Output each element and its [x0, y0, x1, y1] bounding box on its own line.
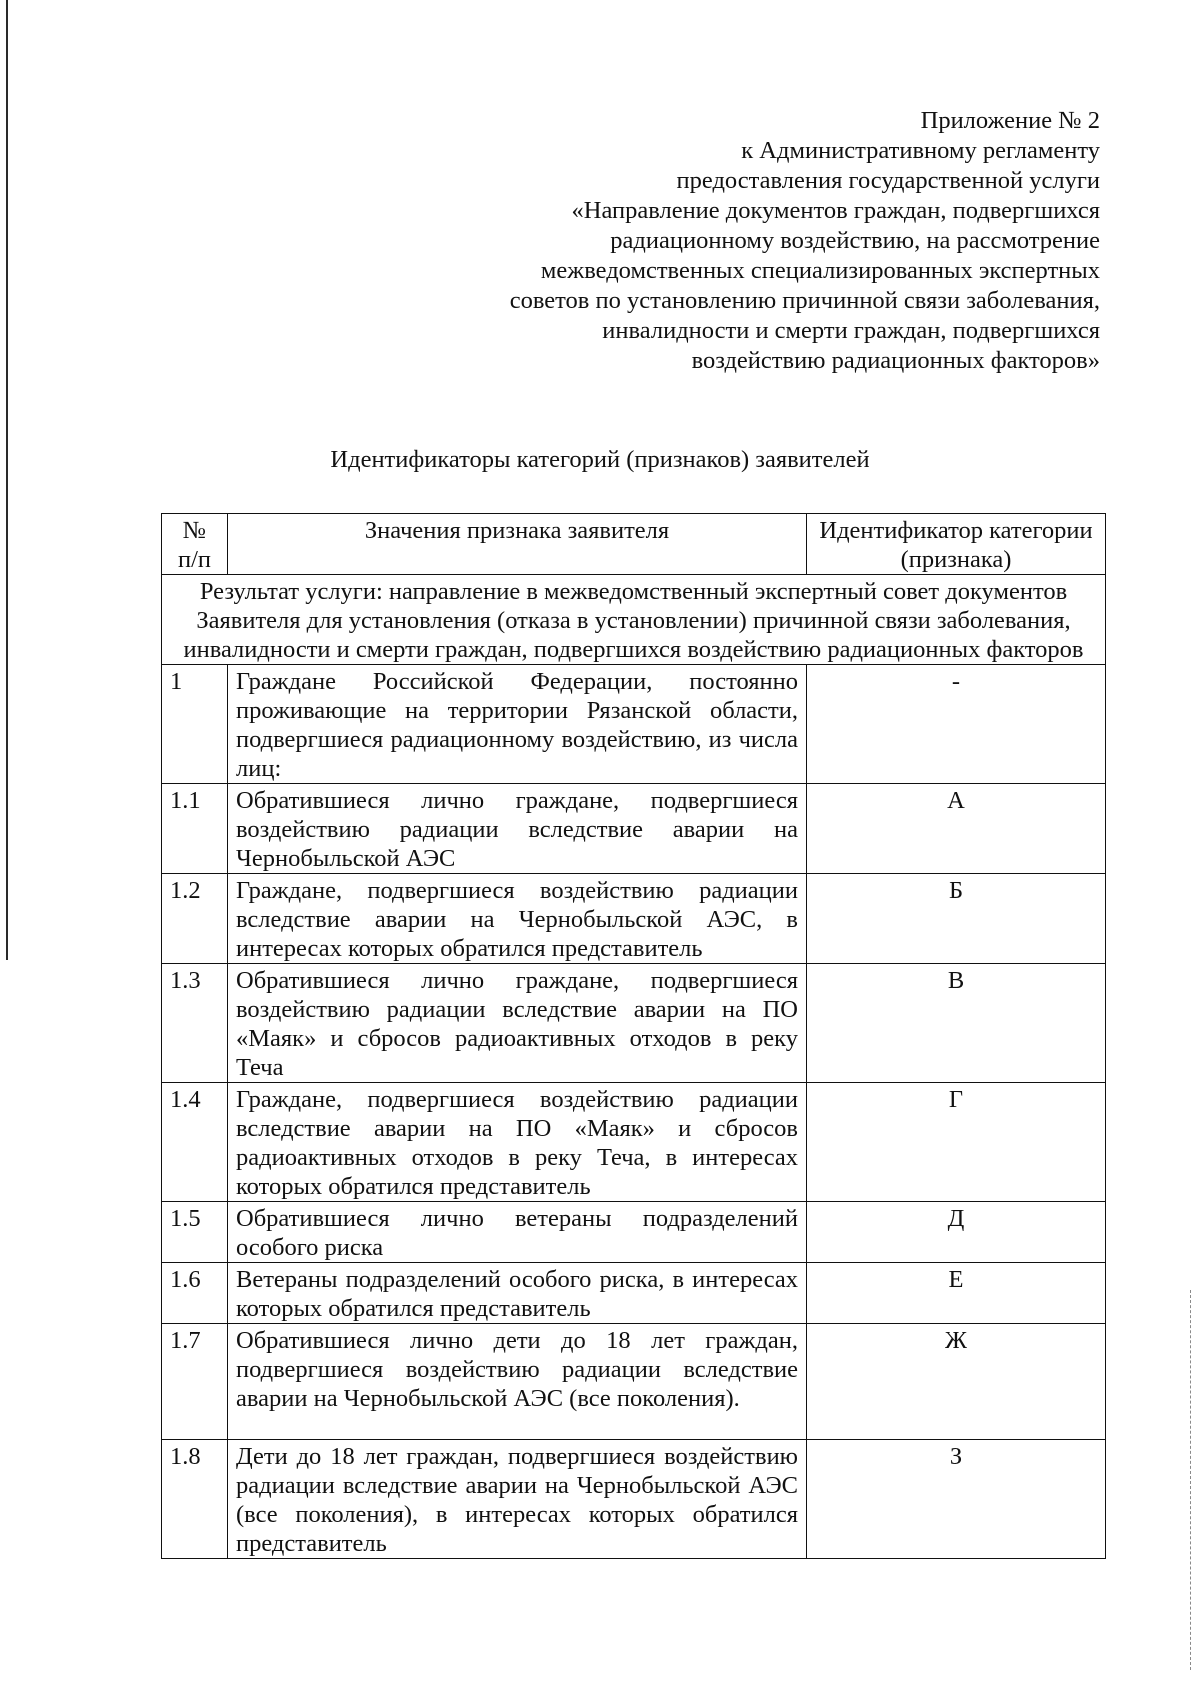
header-line: к Административному регламенту — [741, 137, 1100, 164]
categories-table — [161, 513, 1106, 1559]
row-number: 1.4 — [162, 1083, 228, 1202]
column-header-identifier — [807, 514, 1106, 575]
column-header-value: Значения признака заявителя — [228, 514, 807, 575]
row-identifier: З — [807, 1440, 1106, 1559]
row-number: 1.8 — [162, 1440, 228, 1559]
row-identifier: Е — [807, 1263, 1106, 1324]
row-number: 1.6 — [162, 1263, 228, 1324]
row-text: Граждане, подвергшиеся воздействию радиации вследствие аварии на ПО «Маяк» и сбросов радиоактивных отходов в реку Теча, в интересах которых обратился представитель — [228, 1083, 807, 1202]
row-number: 1.1 — [162, 784, 228, 874]
row-identifier: В — [807, 964, 1106, 1083]
row-number: 1.2 — [162, 874, 228, 964]
header-line: советов по установлению причинной связи заболевания, — [509, 287, 1100, 314]
row-identifier: - — [807, 665, 1106, 784]
row-identifier: Г — [807, 1083, 1106, 1202]
row-number: 1 — [162, 665, 228, 784]
table-row — [162, 1440, 1106, 1559]
column-header-identifier-line: (признака) — [900, 546, 1012, 573]
row-identifier: Б — [807, 874, 1106, 964]
row-identifier: Д — [807, 1202, 1106, 1263]
result-cell: Результат услуги: направление в межведомственный экспертный совет документов Заявителя для установления (отказа в установлении) причинной связи заболевания, инвалидности и смерти граждан, подвергшихся воздействию радиационных факторов — [162, 575, 1106, 665]
table-row — [162, 784, 1106, 874]
row-text: Обратившиеся лично граждане, подвергшиеся воздействию радиации вследствие аварии на ПО «Маяк» и сбросов радиоактивных отходов в реку Теча — [228, 964, 807, 1083]
table-row — [162, 1083, 1106, 1202]
header-line: радиационному воздействию, на рассмотрение — [610, 227, 1100, 254]
result-row — [162, 575, 1106, 665]
table-row — [162, 964, 1106, 1083]
row-identifier: А — [807, 784, 1106, 874]
row-text: Граждане Российской Федерации, постоянно проживающие на территории Рязанской области, подвергшиеся радиационному воздействию, из числа лиц: — [228, 665, 807, 784]
row-text: Обратившиеся лично граждане, подвергшиеся воздействию радиации вследствие аварии на Чернобыльской АЭС — [228, 784, 807, 874]
header-line: инвалидности и смерти граждан, подвергшихся — [602, 317, 1100, 344]
scan-right-marks — [1190, 1290, 1192, 1670]
appendix-header — [400, 106, 1100, 376]
table-row — [162, 874, 1106, 964]
row-text: Обратившиеся лично ветераны подразделений особого риска — [228, 1202, 807, 1263]
row-number: 1.7 — [162, 1324, 228, 1440]
table-row — [162, 1263, 1106, 1324]
scan-left-edge — [6, 0, 8, 960]
column-header-number — [162, 514, 228, 575]
table-row — [162, 665, 1106, 784]
row-text: Дети до 18 лет граждан, подвергшиеся воздействию радиации вследствие аварии на Чернобыльской АЭС (все поколения), в интересах которых обратился представитель — [228, 1440, 807, 1559]
row-number: 1.5 — [162, 1202, 228, 1263]
table-row — [162, 1324, 1106, 1440]
table-row — [162, 1202, 1106, 1263]
column-header-number-line: № — [182, 517, 207, 544]
header-line: «Направление документов граждан, подвергшихся — [571, 197, 1100, 224]
header-line: межведомственных специализированных экспертных — [540, 257, 1100, 284]
row-identifier: Ж — [807, 1324, 1106, 1440]
row-number: 1.3 — [162, 964, 228, 1083]
row-text: Ветераны подразделений особого риска, в интересах которых обратился представитель — [228, 1263, 807, 1324]
row-text: Обратившиеся лично дети до 18 лет граждан, подвергшиеся воздействию радиации вследствие аварии на Чернобыльской АЭС (все поколения). — [228, 1324, 807, 1440]
table-header-row — [162, 514, 1106, 575]
header-line: предоставления государственной услуги — [676, 167, 1100, 194]
document-title: Идентификаторы категорий (признаков) заявителей — [330, 446, 870, 473]
header-line: воздействию радиационных факторов» — [691, 347, 1100, 374]
column-header-identifier-line: Идентификатор категории — [819, 517, 1093, 544]
column-header-number-line: п/п — [177, 546, 212, 573]
header-line: Приложение № 2 — [920, 107, 1100, 134]
row-text: Граждане, подвергшиеся воздействию радиации вследствие аварии на Чернобыльской АЭС, в интересах которых обратился представитель — [228, 874, 807, 964]
